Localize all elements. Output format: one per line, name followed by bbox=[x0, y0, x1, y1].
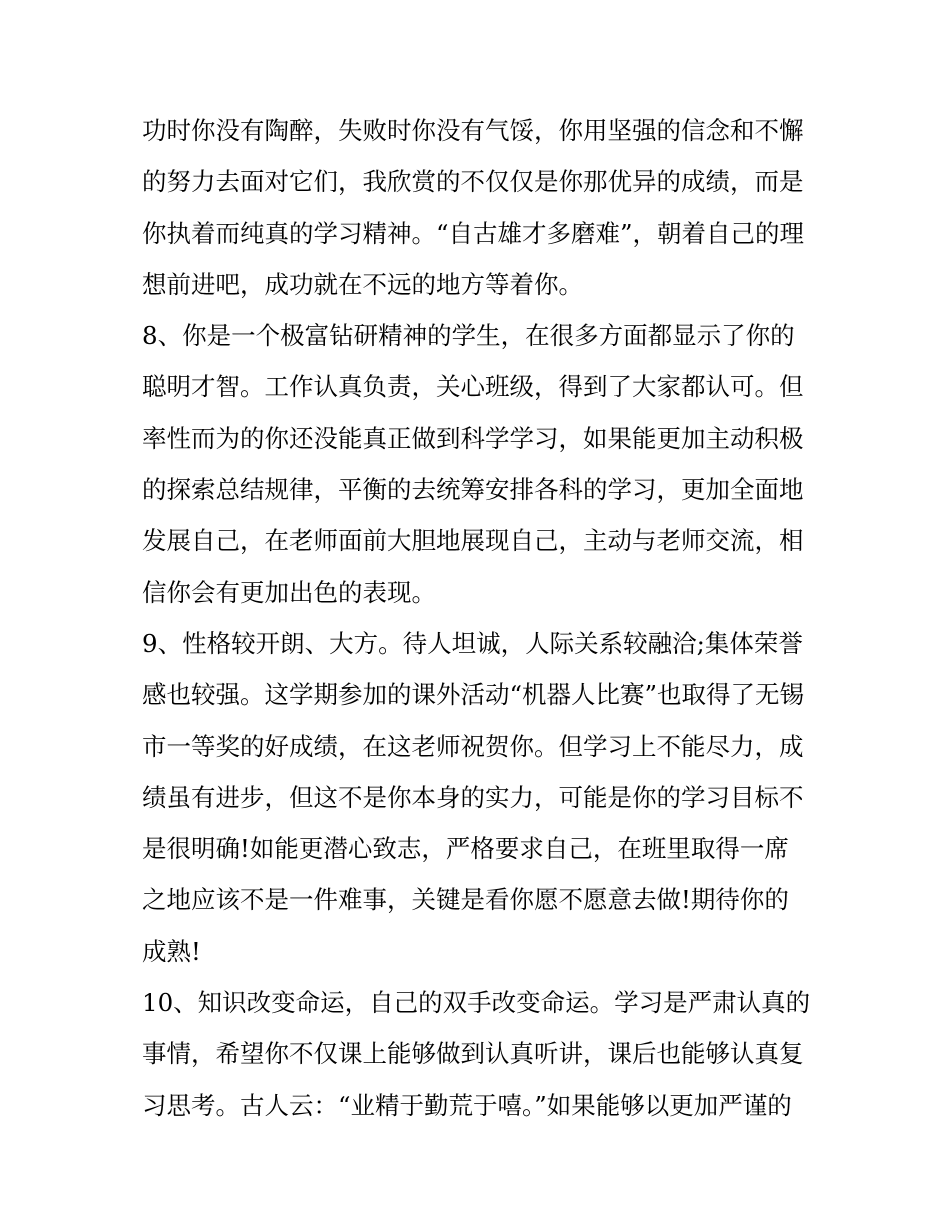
item-9-line-5: 是很明确!如能更潜心致志，严格要求自己，在班里取得一席 bbox=[142, 834, 789, 864]
document-body bbox=[142, 105, 822, 1131]
item-9-line-7: 成熟! bbox=[142, 936, 201, 966]
item-9-line-3: 市一等奖的好成绩，在这老师祝贺你。但学习上不能尽力，成 bbox=[142, 731, 804, 761]
item-9-line-4: 绩虽有进步，但这不是你本身的实力，可能是你的学习目标不 bbox=[142, 782, 804, 812]
item-8-line-3: 率性而为的你还没能真正做到科学学习，如果能更加主动积极 bbox=[142, 423, 804, 453]
item-8-line-1: 8、你是一个极富钻研精神的学生，在很多方面都显示了你的 bbox=[142, 321, 795, 351]
text-line-1: 功时你没有陶醉，失败时你没有气馁，你用坚强的信念和不懈 bbox=[142, 116, 804, 145]
item-8-line-2: 聪明才智。工作认真负责，关心班级，得到了大家都认可。但 bbox=[142, 372, 804, 402]
item-9-line-1: 9、性格较开朗、大方。待人坦诚，人际关系较融洽;集体荣誉 bbox=[142, 628, 803, 658]
item-8-line-5: 发展自己，在老师面前大胆地展现自己，主动与老师交流，相 bbox=[142, 526, 804, 556]
text-line-2: 的努力去面对它们，我欣赏的不仅仅是你那优异的成绩，而是 bbox=[142, 167, 804, 197]
item-9-line-6: 之地应该不是一件难事，关键是看你愿不愿意去做!期待你的 bbox=[142, 885, 789, 915]
item-10-line-1: 10、知识改变命运，自己的双手改变命运。学习是严肃认真的 bbox=[142, 988, 811, 1018]
text-line-3: 你执着而纯真的学习精神。“自古雄才多磨难”，朝着自己的理 bbox=[142, 218, 805, 248]
item-8-line-4: 的探索总结规律，平衡的去统筹安排各科的学习，更加全面地 bbox=[142, 475, 804, 505]
text-line-4: 想前进吧，成功就在不远的地方等着你。 bbox=[142, 269, 583, 299]
item-10-line-2: 事情，希望你不仅课上能够做到认真听讲，课后也能够认真复 bbox=[142, 1039, 804, 1069]
item-10-line-3: 习思考。古人云：“业精于勤荒于嘻。”如果能够以更加严谨的 bbox=[142, 1090, 792, 1120]
item-8-line-6: 信你会有更加出色的表现。 bbox=[142, 577, 436, 607]
item-9-line-2: 感也较强。这学期参加的课外活动“机器人比赛”也取得了无锡 bbox=[142, 680, 805, 710]
